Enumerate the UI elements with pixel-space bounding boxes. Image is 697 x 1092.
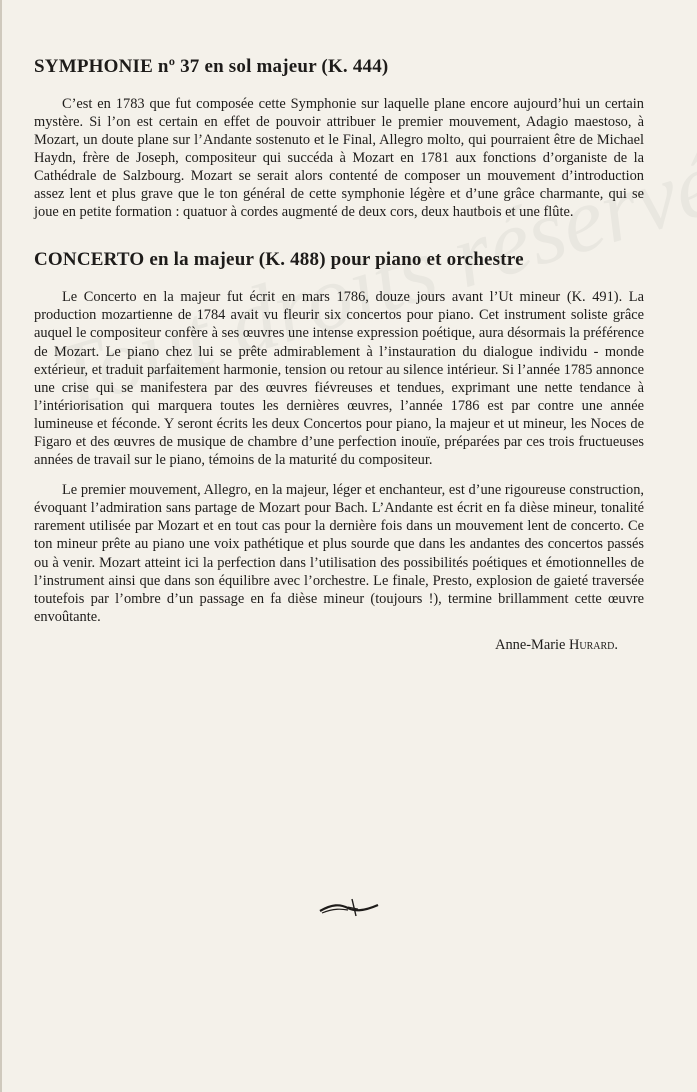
paragraph-concerto-movements: Le premier mouvement, Allegro, en la majeur, léger et enchanteur, est d’une rigoureuse construction, évoquant l’admiration sans partage de Mozart pour Bach. L’Andante est écrit en fa dièse mineur, tonalité rarement utilisée par Mozart et en tout cas pour la dernière fois dans un mouvement lent de concerto. Ce ton mineur prête au piano une voix pathétique et plus sourde que dans les andantes des concertos passés ou à venir. Mozart atteint ici la perfection dans l’utilisation des possibilités poétiques et émotionnelles de l’instrument ainsi que dans son équilibre avec l’orchestre. Le finale, Presto, explosion de gaieté traversée toutefois par l’ombre d’un passage en fa dièse mineur (toujours !), termine brillamment cette œuvre envoûtante. (34, 482, 644, 625)
section-title-symphonie: SYMPHONIE nº 37 en sol majeur (K. 444) (34, 56, 389, 77)
author-last-name: Hurard. (569, 636, 618, 653)
author-first-name: Anne-Marie (495, 636, 566, 653)
page-edge (0, 0, 2, 1092)
flourish-ornament-icon (318, 896, 380, 918)
author-signature (34, 636, 644, 654)
paragraph-concerto-intro: Le Concerto en la majeur fut écrit en mars 1786, douze jours avant l’Ut mineur (K. 491). La production mozartienne de 1784 avait vu fleurir six concertos pour piano. Cet instrument soliste grâce auquel le compositeur confère à ses œuvres une intense expression poétique, aura désormais la préférence de Mozart. Le piano chez lui se prête admirablement à l’instauration du dialogue individu - monde extérieur, et traduit parfaitement harmonie, tension ou retour au silence intérieur. Si l’année 1785 annonce une crise qui se manifestera par des œuvres fiévreuses et tendues, exprimant une nette tendance à l’intériorisation qui marquera toutes les dernières œuvres, l’année 1786 est par contre une année lumineuse et féconde. Y seront écrits les deux Concertos pour piano, la majeur et ut mineur, les Noces de Figaro et des œuvres de musique de chambre d’une perfection inouïe, préparées par ces trois fructueuses années de travail sur le piano, témoins de la maturité du compositeur. (34, 289, 644, 469)
program-notes (34, 40, 644, 654)
section-title-concerto: CONCERTO en la majeur (K. 488) pour piano et orchestre (34, 249, 524, 271)
paragraph-symphonie: C’est en 1783 que fut composée cette Symphonie sur laquelle plane encore aujourd’hui un certain mystère. Si l’on est certain en effet de pouvoir attribuer le premier mouvement, Adagio maestoso, à Mozart, un doute plane sur l’Andante sostenuto et le Final, Allegro molto, qui pourraient être de Michael Haydn, frère de Joseph, compositeur qui succéda à Mozart en 1781 aux fonctions d’organiste de la Cathédrale de Salzbourg. Mozart se serait alors contenté de composer un mouvement d’introduction assez lent et plus grave que le ton général de cette symphonie légère et d’une grâce charmante, qui se joue en petite formation : quatuor à cordes augmenté de deux cors, deux hautbois et une flûte. (34, 95, 644, 221)
